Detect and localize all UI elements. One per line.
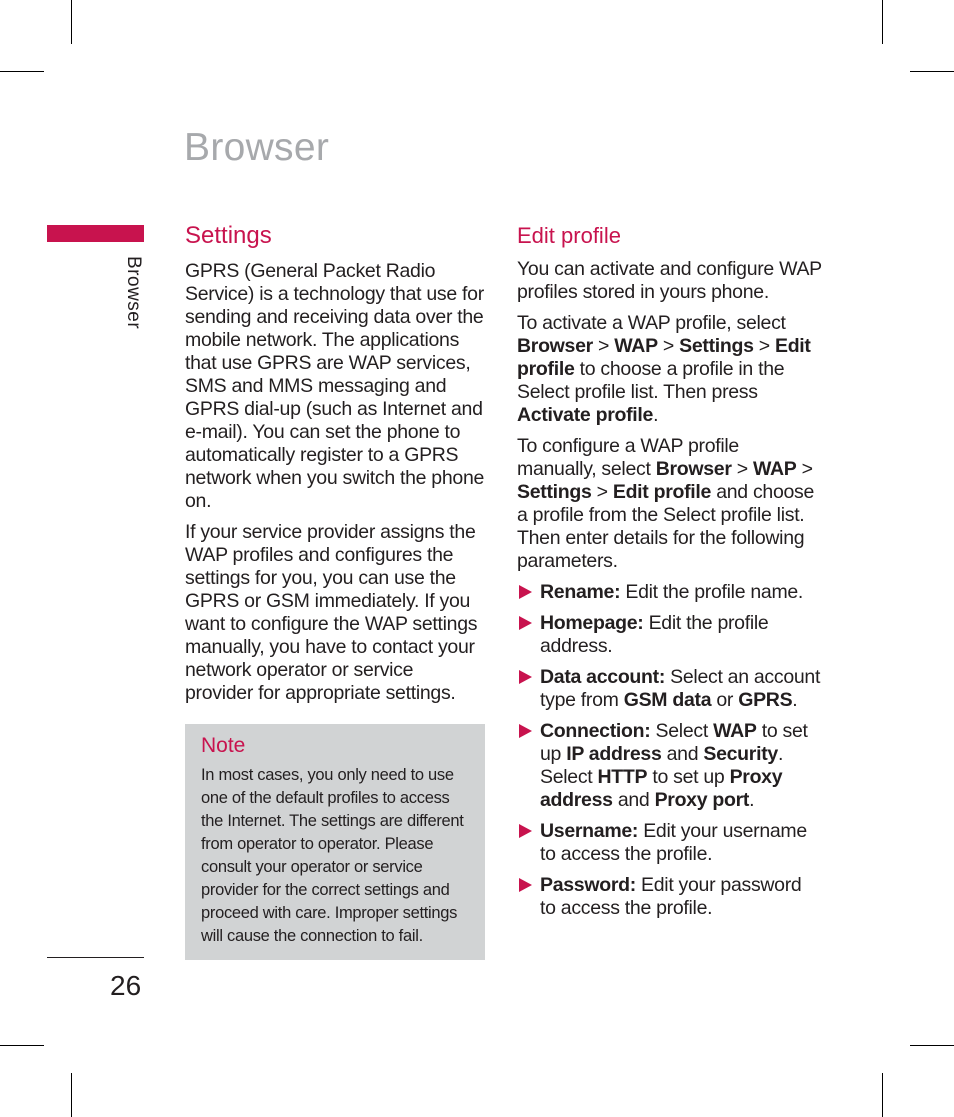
configure-instructions: To configure a WAP profile manually, select Browser > WAP > Settings > Edit profile and choose a profile from the Select profile list. Then enter details for the following parameters. — [517, 435, 815, 572]
page-number: 26 — [110, 970, 142, 1001]
list-item: Rename: Edit the profile name. — [517, 581, 822, 604]
arrow-right-icon — [519, 616, 532, 630]
list-item: Password: Edit your password to access the profile. — [517, 874, 822, 920]
note-box — [185, 724, 485, 960]
arrow-right-icon — [519, 585, 532, 599]
crop-mark — [882, 1073, 883, 1117]
activate-instructions: To activate a WAP profile, select Browser > WAP > Settings > Edit profile to choose a profile in the Select profile list. Then press Activate profile. — [517, 312, 811, 426]
page-title: Browser — [184, 126, 330, 169]
list-item: Username: Edit your username to access the profile. — [517, 820, 822, 866]
arrow-right-icon — [519, 878, 532, 892]
crop-mark — [910, 1045, 954, 1046]
note-title: Note — [201, 734, 246, 757]
list-item: Data account: Select an account type from GSM data or GPRS. — [517, 666, 822, 712]
arrow-right-icon — [519, 824, 532, 838]
note-text: In most cases, you only need to use one of the default profiles to access the Internet. The settings are different from operator to operator. Please consult your operator or service provider for the correct settings and proceed with care. Improper settings will cause the connection to fail. — [201, 766, 464, 945]
gprs-paragraph: GPRS (General Packet Radio Service) is a technology that use for sending and receiving data over the mobile network. The applications that use GPRS are WAP services, SMS and MMS messaging and GPRS dial-up (such as Internet and e-mail). You can set the phone to automatically register to a GPRS network when you switch the phone on. — [185, 260, 485, 512]
list-item: Homepage: Edit the profile address. — [517, 612, 822, 658]
section-tab-bar — [47, 225, 144, 242]
activate-configure-paragraph: You can activate and configure WAP profiles stored in yours phone. — [517, 258, 822, 303]
arrow-right-icon — [519, 670, 532, 684]
crop-mark — [0, 71, 44, 72]
crop-mark — [71, 0, 72, 44]
provider-paragraph: If your service provider assigns the WAP profiles and configures the settings for you, you can use the GPRS or GSM immediately. If you want to configure the WAP settings manually, you have to contact your network operator or service provider for appropriate settings. — [185, 521, 478, 704]
section-side-label: Browser — [123, 256, 144, 330]
right-column — [517, 222, 822, 928]
arrow-right-icon — [519, 724, 532, 738]
settings-heading: Settings — [185, 222, 272, 249]
crop-mark — [910, 71, 954, 72]
edit-profile-heading: Edit profile — [517, 223, 621, 248]
list-item: Connection: Select WAP to set up IP address and Security. Select HTTP to set up Proxy address and Proxy port. — [517, 720, 822, 812]
crop-mark — [0, 1045, 44, 1046]
page-number-rule — [47, 957, 144, 958]
parameter-list — [517, 581, 822, 920]
crop-mark — [71, 1073, 72, 1117]
crop-mark — [882, 0, 883, 44]
left-column — [185, 222, 485, 960]
